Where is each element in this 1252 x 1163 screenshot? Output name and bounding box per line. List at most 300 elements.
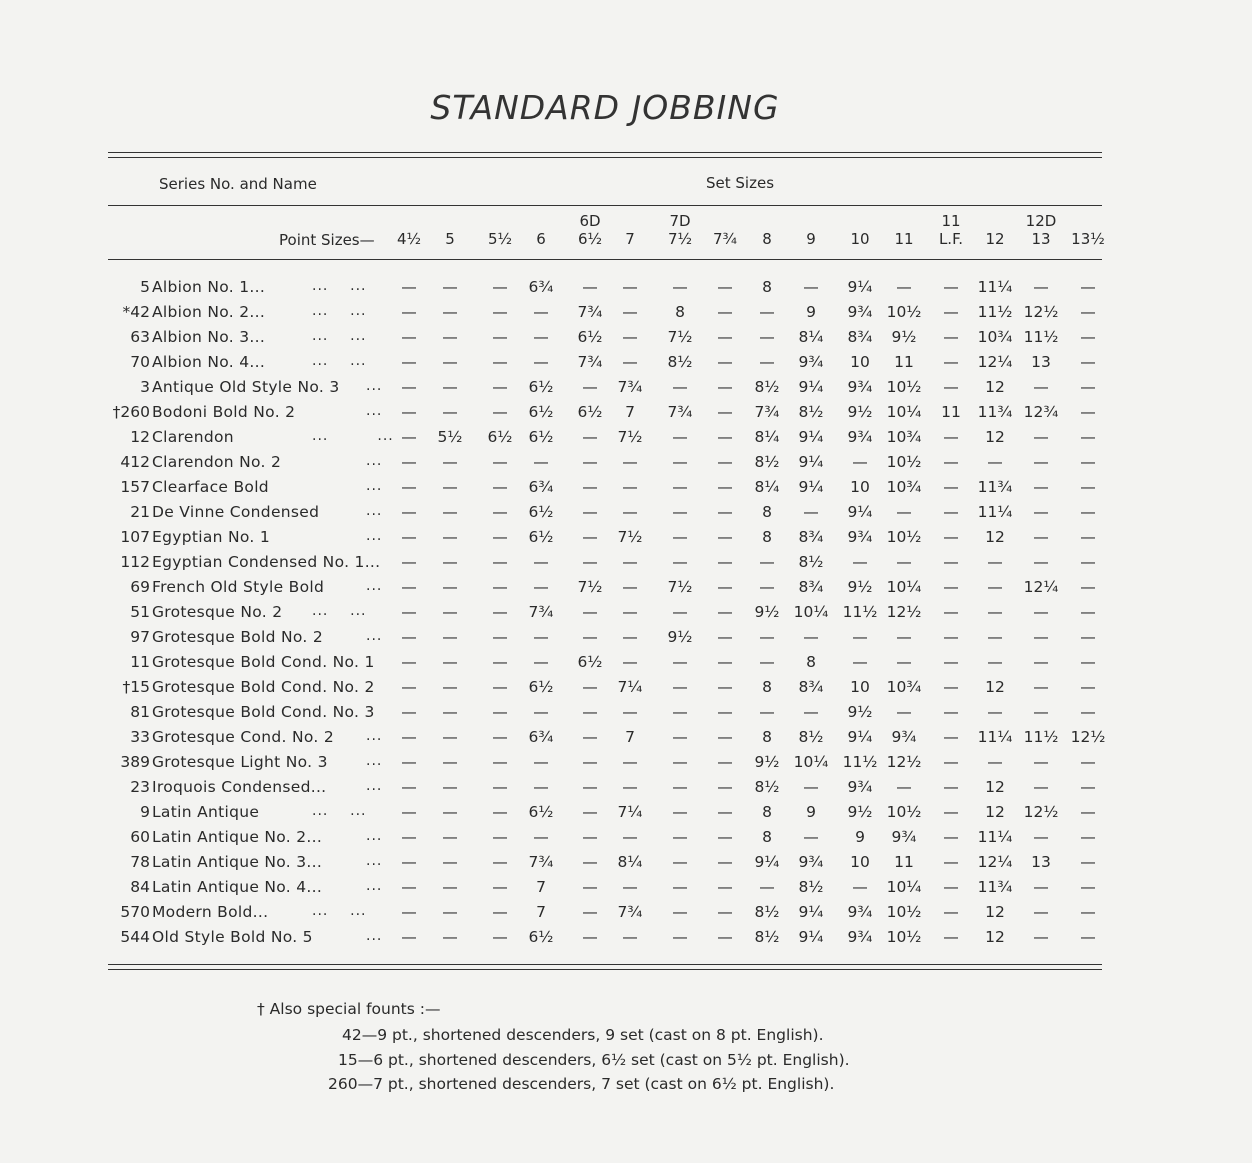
series-number: 70: [130, 353, 150, 371]
series-name: Clarendon No. 2: [152, 453, 282, 471]
set-size-cell: 9¾: [798, 353, 824, 371]
set-size-cell: 10¼: [886, 878, 922, 896]
set-size-cell: —: [1080, 553, 1096, 571]
set-size-cell: 10½: [886, 903, 922, 921]
set-size-cell: 9¾: [847, 378, 873, 396]
set-size-cell: —: [943, 603, 959, 621]
footnote-line: 15—6 pt., shortened descenders, 6½ set (cast on 5½ pt. English).: [338, 1051, 850, 1069]
set-size-cell: 9½: [754, 753, 780, 771]
set-size-cell: 8¼: [754, 428, 780, 446]
set-size-cell: —: [672, 928, 688, 946]
set-size-cell: 7¾: [754, 403, 780, 421]
series-name: Albion No. 4...: [152, 353, 266, 371]
set-size-cell: —: [622, 703, 638, 721]
set-size-cell: —: [401, 778, 417, 796]
header-rule: [108, 205, 1102, 206]
set-size-cell: —: [672, 528, 688, 546]
set-size-cell: —: [492, 303, 508, 321]
point-size-column-header: 5: [445, 230, 455, 248]
set-size-cell: —: [672, 753, 688, 771]
set-size-cell: 9¼: [798, 428, 824, 446]
set-size-cell: 9: [806, 803, 816, 821]
set-size-cell: —: [442, 803, 458, 821]
set-size-cell: —: [717, 278, 733, 296]
set-size-cell: —: [987, 753, 1003, 771]
set-size-cell: —: [492, 478, 508, 496]
set-size-cell: 10½: [886, 378, 922, 396]
set-size-cell: —: [582, 928, 598, 946]
series-number: 81: [130, 703, 150, 721]
set-size-cell: 8: [762, 528, 772, 546]
set-size-cell: —: [896, 553, 912, 571]
set-size-cell: —: [987, 703, 1003, 721]
set-size-cell: —: [582, 778, 598, 796]
leader-dots: ...: [366, 878, 383, 894]
table-row: [0, 578, 1252, 603]
set-size-cell: —: [442, 353, 458, 371]
set-size-cell: —: [401, 528, 417, 546]
series-number: †15: [122, 678, 150, 696]
set-size-cell: 8¾: [798, 578, 824, 596]
set-size-cell: —: [672, 503, 688, 521]
set-size-cell: —: [401, 303, 417, 321]
set-size-cell: 9¾: [847, 928, 873, 946]
set-size-cell: 6½: [528, 678, 554, 696]
set-size-cell: 6½: [528, 928, 554, 946]
table-row: [0, 478, 1252, 503]
set-size-cell: —: [442, 453, 458, 471]
set-size-cell: —: [717, 553, 733, 571]
series-number: 157: [120, 478, 150, 496]
set-size-cell: —: [533, 553, 549, 571]
set-size-cell: —: [1080, 753, 1096, 771]
set-size-cell: —: [401, 928, 417, 946]
set-size-cell: —: [442, 603, 458, 621]
set-size-cell: —: [492, 328, 508, 346]
point-size-column-header: 11: [894, 230, 914, 248]
set-size-cell: —: [759, 653, 775, 671]
series-name: Grotesque Bold Cond. No. 1: [152, 653, 375, 671]
set-size-cell: —: [1080, 428, 1096, 446]
series-name: Latin Antique No. 3...: [152, 853, 323, 871]
footnote-line: 42—9 pt., shortened descenders, 9 set (cast on 8 pt. English).: [342, 1026, 824, 1044]
set-size-cell: —: [759, 878, 775, 896]
set-size-cell: —: [943, 553, 959, 571]
set-size-cell: —: [717, 853, 733, 871]
set-size-cell: —: [852, 628, 868, 646]
set-size-cell: —: [582, 878, 598, 896]
set-size-cell: —: [622, 553, 638, 571]
set-size-cell: —: [533, 703, 549, 721]
set-size-cell: —: [492, 903, 508, 921]
set-size-cell: 10½: [886, 803, 922, 821]
set-size-cell: 9¼: [847, 278, 873, 296]
set-size-cell: —: [943, 453, 959, 471]
table-row: [0, 753, 1252, 778]
point-size-column-header: 7½: [667, 230, 693, 248]
set-size-cell: —: [401, 428, 417, 446]
set-size-cell: —: [1080, 828, 1096, 846]
set-size-cell: 8½: [667, 353, 693, 371]
set-size-cell: 9½: [847, 803, 873, 821]
set-size-cell: —: [672, 453, 688, 471]
set-size-cell: —: [401, 703, 417, 721]
set-size-cell: —: [852, 878, 868, 896]
set-size-cell: 11½: [1023, 328, 1059, 346]
set-size-cell: 9¾: [891, 828, 917, 846]
set-size-cell: —: [1080, 903, 1096, 921]
set-size-cell: —: [672, 603, 688, 621]
series-name: Grotesque Bold Cond. No. 2: [152, 678, 375, 696]
set-size-cell: 12: [985, 678, 1005, 696]
set-size-cell: —: [622, 328, 638, 346]
set-size-cell: 6½: [577, 403, 603, 421]
series-number: 84: [130, 878, 150, 896]
set-size-cell: —: [1080, 478, 1096, 496]
leader-dots: ... ...: [312, 428, 394, 444]
set-size-cell: —: [943, 578, 959, 596]
set-size-cell: 13: [1031, 853, 1051, 871]
set-size-cell: —: [943, 653, 959, 671]
set-size-cell: 9¼: [798, 903, 824, 921]
leader-dots: ...: [366, 453, 383, 469]
series-name: Grotesque Bold No. 2: [152, 628, 324, 646]
set-size-cell: —: [1080, 403, 1096, 421]
set-size-cell: 7¾: [528, 853, 554, 871]
set-size-cell: —: [1080, 503, 1096, 521]
set-size-cell: —: [533, 303, 549, 321]
set-size-cell: —: [442, 378, 458, 396]
set-size-cell: —: [672, 478, 688, 496]
set-size-cell: 7¼: [617, 678, 643, 696]
set-size-cell: —: [582, 828, 598, 846]
set-size-cell: 9¾: [847, 428, 873, 446]
set-size-cell: —: [442, 553, 458, 571]
set-size-cell: —: [672, 878, 688, 896]
leader-dots: ...: [366, 628, 383, 644]
set-size-cell: —: [943, 303, 959, 321]
set-size-cell: —: [717, 828, 733, 846]
set-size-cell: —: [492, 778, 508, 796]
table-row: [0, 503, 1252, 528]
set-size-cell: 11¼: [977, 503, 1013, 521]
set-size-cell: —: [1080, 378, 1096, 396]
series-name: Albion No. 3...: [152, 328, 266, 346]
set-size-cell: —: [401, 728, 417, 746]
bottom-double-rule-b: [108, 969, 1102, 970]
set-size-cell: 8: [762, 828, 772, 846]
set-size-cell: —: [492, 578, 508, 596]
set-size-cell: 8¼: [617, 853, 643, 871]
point-size-column-header: L.F.: [938, 230, 964, 248]
set-size-cell: —: [803, 628, 819, 646]
set-size-cell: —: [492, 553, 508, 571]
set-size-cell: 12: [985, 428, 1005, 446]
set-size-cell: —: [803, 828, 819, 846]
set-sizes-header: Set Sizes: [706, 174, 775, 192]
set-size-cell: —: [759, 703, 775, 721]
set-size-cell: —: [943, 478, 959, 496]
set-size-cell: 9¼: [847, 503, 873, 521]
set-size-cell: —: [852, 653, 868, 671]
table-row: [0, 553, 1252, 578]
series-name: Grotesque Cond. No. 2: [152, 728, 334, 746]
set-size-cell: —: [672, 778, 688, 796]
series-number: 5: [140, 278, 150, 296]
set-size-cell: —: [442, 678, 458, 696]
series-header: Series No. and Name: [159, 175, 317, 193]
set-size-cell: 11½: [842, 753, 878, 771]
set-size-cell: 9½: [847, 578, 873, 596]
set-size-cell: —: [1080, 703, 1096, 721]
point-size-column-header: 4½: [396, 230, 422, 248]
series-number: 544: [120, 928, 150, 946]
set-size-cell: 11½: [977, 303, 1013, 321]
set-size-cell: 12½: [886, 753, 922, 771]
set-size-cell: —: [492, 628, 508, 646]
set-size-cell: 9½: [667, 628, 693, 646]
set-size-cell: —: [1033, 928, 1049, 946]
leader-dots: ...: [366, 728, 383, 744]
set-size-cell: 9¼: [798, 928, 824, 946]
set-size-cell: 8: [762, 728, 772, 746]
set-size-cell: —: [1033, 278, 1049, 296]
set-size-cell: 6½: [528, 403, 554, 421]
set-size-cell: 11¼: [977, 278, 1013, 296]
set-size-cell: —: [717, 403, 733, 421]
series-name: Antique Old Style No. 3: [152, 378, 340, 396]
series-number: 389: [120, 753, 150, 771]
set-size-cell: 8½: [798, 728, 824, 746]
set-size-cell: —: [1033, 903, 1049, 921]
set-size-cell: 5½: [437, 428, 463, 446]
set-size-cell: —: [717, 803, 733, 821]
set-size-cell: —: [803, 278, 819, 296]
set-size-cell: 7½: [617, 428, 643, 446]
set-size-cell: 8½: [798, 553, 824, 571]
set-size-cell: 7¾: [577, 303, 603, 321]
set-size-cell: —: [442, 278, 458, 296]
leader-dots: ...: [366, 503, 383, 519]
set-size-cell: —: [943, 678, 959, 696]
series-name: Egyptian No. 1: [152, 528, 270, 546]
set-size-cell: —: [943, 878, 959, 896]
set-size-cell: 8½: [754, 453, 780, 471]
set-size-cell: —: [943, 278, 959, 296]
table-row: [0, 903, 1252, 928]
series-name: Egyptian Condensed No. 1...: [152, 553, 381, 571]
set-size-cell: 10¾: [886, 478, 922, 496]
set-size-cell: —: [442, 828, 458, 846]
point-size-column-header: 13½: [1071, 230, 1105, 248]
series-name: Albion No. 2...: [152, 303, 266, 321]
set-size-cell: —: [1080, 678, 1096, 696]
set-size-cell: 6½: [528, 503, 554, 521]
set-size-cell: —: [943, 728, 959, 746]
bottom-double-rule-a: [108, 964, 1102, 965]
set-size-cell: —: [1080, 878, 1096, 896]
set-size-cell: —: [943, 828, 959, 846]
set-size-cell: 9½: [847, 703, 873, 721]
table-row: [0, 303, 1252, 328]
set-size-cell: —: [582, 753, 598, 771]
set-size-cell: 8: [762, 503, 772, 521]
table-row: [0, 678, 1252, 703]
set-size-cell: 12: [985, 778, 1005, 796]
set-size-cell: 7½: [667, 328, 693, 346]
set-size-cell: 9½: [847, 403, 873, 421]
set-size-cell: 10¾: [886, 428, 922, 446]
set-size-cell: 11¾: [977, 878, 1013, 896]
set-size-cell: —: [717, 353, 733, 371]
set-size-cell: —: [943, 928, 959, 946]
set-size-cell: —: [852, 553, 868, 571]
set-size-cell: 9¼: [798, 453, 824, 471]
set-size-cell: —: [401, 578, 417, 596]
set-size-cell: —: [442, 778, 458, 796]
set-size-cell: 8¼: [754, 478, 780, 496]
set-size-cell: —: [717, 728, 733, 746]
set-size-cell: —: [759, 328, 775, 346]
table-row: [0, 278, 1252, 303]
set-size-cell: 8: [762, 678, 772, 696]
set-size-cell: —: [1080, 453, 1096, 471]
set-size-cell: —: [622, 628, 638, 646]
set-size-cell: —: [759, 578, 775, 596]
series-number: 63: [130, 328, 150, 346]
table-row: [0, 328, 1252, 353]
set-size-cell: —: [759, 628, 775, 646]
set-size-cell: 12¼: [977, 353, 1013, 371]
set-size-cell: —: [582, 528, 598, 546]
set-size-cell: 12¾: [1023, 403, 1059, 421]
set-size-cell: —: [896, 503, 912, 521]
set-size-cell: —: [622, 653, 638, 671]
set-size-cell: —: [582, 503, 598, 521]
leader-dots: ... ...: [312, 303, 367, 319]
set-size-cell: —: [582, 803, 598, 821]
series-number: 51: [130, 603, 150, 621]
set-size-cell: —: [717, 778, 733, 796]
set-size-cell: —: [442, 578, 458, 596]
footnote-heading: † Also special founts :—: [257, 1000, 441, 1018]
set-size-cell: 7½: [577, 578, 603, 596]
series-number: 112: [120, 553, 150, 571]
point-size-column-header: 10: [850, 230, 870, 248]
set-size-cell: —: [492, 928, 508, 946]
set-size-cell: 10: [850, 353, 870, 371]
leader-dots: ...: [366, 853, 383, 869]
series-name: French Old Style Bold: [152, 578, 325, 596]
set-size-cell: —: [582, 428, 598, 446]
set-size-cell: 10¼: [793, 753, 829, 771]
set-size-cell: 8¼: [798, 328, 824, 346]
series-number: 78: [130, 853, 150, 871]
set-size-cell: —: [672, 428, 688, 446]
set-size-cell: —: [1080, 578, 1096, 596]
set-size-cell: 7: [625, 403, 635, 421]
set-size-cell: —: [622, 603, 638, 621]
set-size-cell: —: [717, 578, 733, 596]
set-size-cell: 8¾: [798, 678, 824, 696]
series-name: Grotesque Bold Cond. No. 3: [152, 703, 375, 721]
point-size-column-header: 6: [536, 230, 546, 248]
set-size-cell: —: [717, 653, 733, 671]
set-size-cell: —: [582, 453, 598, 471]
set-size-cell: 6¾: [528, 728, 554, 746]
set-size-cell: —: [442, 928, 458, 946]
set-size-cell: —: [492, 678, 508, 696]
set-size-cell: 10: [850, 678, 870, 696]
footnote-line: 260—7 pt., shortened descenders, 7 set (cast on 6½ pt. English).: [328, 1075, 835, 1093]
leader-dots: ...: [366, 378, 383, 394]
set-size-cell: —: [1080, 353, 1096, 371]
set-size-cell: —: [492, 653, 508, 671]
set-size-cell: —: [401, 653, 417, 671]
set-size-cell: 7: [536, 903, 546, 921]
set-size-cell: —: [401, 503, 417, 521]
set-size-cell: —: [442, 903, 458, 921]
set-size-cell: —: [1033, 828, 1049, 846]
set-size-cell: 7¾: [577, 353, 603, 371]
table-row: [0, 828, 1252, 853]
series-name: Latin Antique No. 2...: [152, 828, 323, 846]
set-size-cell: —: [1080, 853, 1096, 871]
set-size-cell: —: [401, 403, 417, 421]
point-size-top-label: 11: [941, 212, 961, 230]
set-size-cell: 8¾: [798, 528, 824, 546]
set-size-cell: —: [943, 803, 959, 821]
set-size-cell: —: [533, 778, 549, 796]
set-size-cell: —: [1033, 503, 1049, 521]
table-row: [0, 928, 1252, 953]
set-size-cell: 7¾: [528, 603, 554, 621]
set-size-cell: —: [672, 853, 688, 871]
set-size-cell: 10: [850, 478, 870, 496]
set-size-cell: —: [672, 728, 688, 746]
set-size-cell: —: [582, 603, 598, 621]
set-size-cell: —: [622, 753, 638, 771]
set-size-cell: —: [803, 703, 819, 721]
set-size-cell: —: [943, 703, 959, 721]
set-size-cell: —: [943, 378, 959, 396]
set-size-cell: 9¾: [847, 778, 873, 796]
set-size-cell: —: [582, 628, 598, 646]
table-row: [0, 378, 1252, 403]
set-size-cell: —: [987, 603, 1003, 621]
column-header-rule: [108, 259, 1102, 260]
set-size-cell: —: [672, 828, 688, 846]
leader-dots: ...: [366, 528, 383, 544]
set-size-cell: —: [987, 453, 1003, 471]
set-size-cell: —: [1033, 428, 1049, 446]
set-size-cell: —: [1033, 453, 1049, 471]
series-number: 570: [120, 903, 150, 921]
set-size-cell: —: [492, 803, 508, 821]
point-size-column-header: 8: [762, 230, 772, 248]
table-row: [0, 853, 1252, 878]
set-size-cell: 12: [985, 803, 1005, 821]
set-size-cell: —: [803, 778, 819, 796]
set-size-cell: 11¾: [977, 403, 1013, 421]
set-size-cell: 11: [941, 403, 961, 421]
set-size-cell: —: [717, 603, 733, 621]
series-number: 97: [130, 628, 150, 646]
set-size-cell: —: [943, 503, 959, 521]
set-size-cell: —: [1033, 678, 1049, 696]
table-row: [0, 603, 1252, 628]
table-row: [0, 703, 1252, 728]
